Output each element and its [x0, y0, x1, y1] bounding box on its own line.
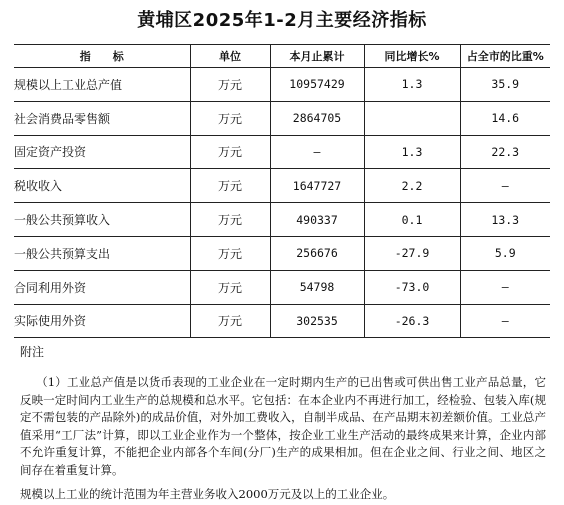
table-header-row: [14, 45, 550, 68]
table-row: [14, 270, 550, 304]
yoy-value: -27.9: [364, 236, 460, 270]
footnotes: [20, 374, 546, 479]
cumulative-value: 10957429: [270, 68, 364, 102]
indicator-unit: 万元: [190, 169, 270, 203]
indicator-name: 税收收入: [14, 169, 190, 203]
footnote-scope: 规模以上工业的统计范围为年主营业务收入2000万元及以上的工业企业。: [20, 487, 395, 501]
indicator-name: 规模以上工业总产值: [14, 68, 190, 102]
yoy-value: [364, 101, 460, 135]
header-city-share: 占全市的比重%: [460, 45, 550, 68]
share-value: 22.3: [460, 135, 550, 169]
header-cumulative: 本月止累计: [270, 45, 364, 68]
cumulative-value: 490337: [270, 203, 364, 237]
cumulative-value: 2864705: [270, 101, 364, 135]
yoy-value: -26.3: [364, 304, 460, 338]
yoy-value: 2.2: [364, 169, 460, 203]
cumulative-value: 54798: [270, 270, 364, 304]
indicator-unit: 万元: [190, 304, 270, 338]
cumulative-value: 302535: [270, 304, 364, 338]
indicator-name: 合同利用外资: [14, 270, 190, 304]
indicator-table: [14, 44, 550, 364]
indicator-unit: 万元: [190, 101, 270, 135]
table-row: [14, 68, 550, 102]
header-yoy: 同比增长%: [364, 45, 460, 68]
indicator-name: 固定资产投资: [14, 135, 190, 169]
yoy-value: 0.1: [364, 203, 460, 237]
table-row: [14, 135, 550, 169]
indicator-unit: 万元: [190, 68, 270, 102]
share-value: 5.9: [460, 236, 550, 270]
indicator-name: 社会消费品零售额: [14, 101, 190, 135]
table-row: [14, 169, 550, 203]
table-row: [14, 203, 550, 237]
yoy-value: 1.3: [364, 135, 460, 169]
indicator-unit: 万元: [190, 236, 270, 270]
cumulative-value: 256676: [270, 236, 364, 270]
table-row: [14, 101, 550, 135]
indicator-name: 实际使用外资: [14, 304, 190, 338]
cumulative-value: —: [270, 135, 364, 169]
share-value: —: [460, 270, 550, 304]
yoy-value: -73.0: [364, 270, 460, 304]
cumulative-value: 1647727: [270, 169, 364, 203]
share-value: 35.9: [460, 68, 550, 102]
header-unit: 单位: [190, 45, 270, 68]
indicator-unit: 万元: [190, 135, 270, 169]
appendix-label: 附注: [20, 344, 45, 359]
header-indicator: 指 标: [14, 45, 190, 68]
table-row: [14, 304, 550, 338]
yoy-value: 1.3: [364, 68, 460, 102]
page-title: 黄埔区2025年1-2月主要经济指标: [137, 10, 427, 31]
share-value: 13.3: [460, 203, 550, 237]
table-row: [14, 236, 550, 270]
indicator-unit: 万元: [190, 270, 270, 304]
share-value: —: [460, 304, 550, 338]
footnote-industrial-output: （1）工业总产值是以货币表现的工业企业在一定时期内生产的已出售或可供出售工业产品总量，它反映一定时间内工业生产的总规模和总水平。它包括：在本企业内不再进行加工，经检验、包装入库(规定不需包装的产品除外)的成品价值，对外加工费收入，自制半成品、在产品期末初差额价值。工业总产值采用“工厂法”计算，即以工业企业作为一个整体，按企业工业生产活动的最终成果来计算，企业内部不允许重复计算，不能把企业内部各个车间(分厂)生产的成果相加。但在企业之间、行业之间、地区之间存在着重复计算。: [20, 375, 546, 477]
indicator-name: 一般公共预算支出: [14, 236, 190, 270]
indicator-unit: 万元: [190, 203, 270, 237]
share-value: 14.6: [460, 101, 550, 135]
appendix-row: [14, 338, 550, 365]
indicator-name: 一般公共预算收入: [14, 203, 190, 237]
share-value: —: [460, 169, 550, 203]
